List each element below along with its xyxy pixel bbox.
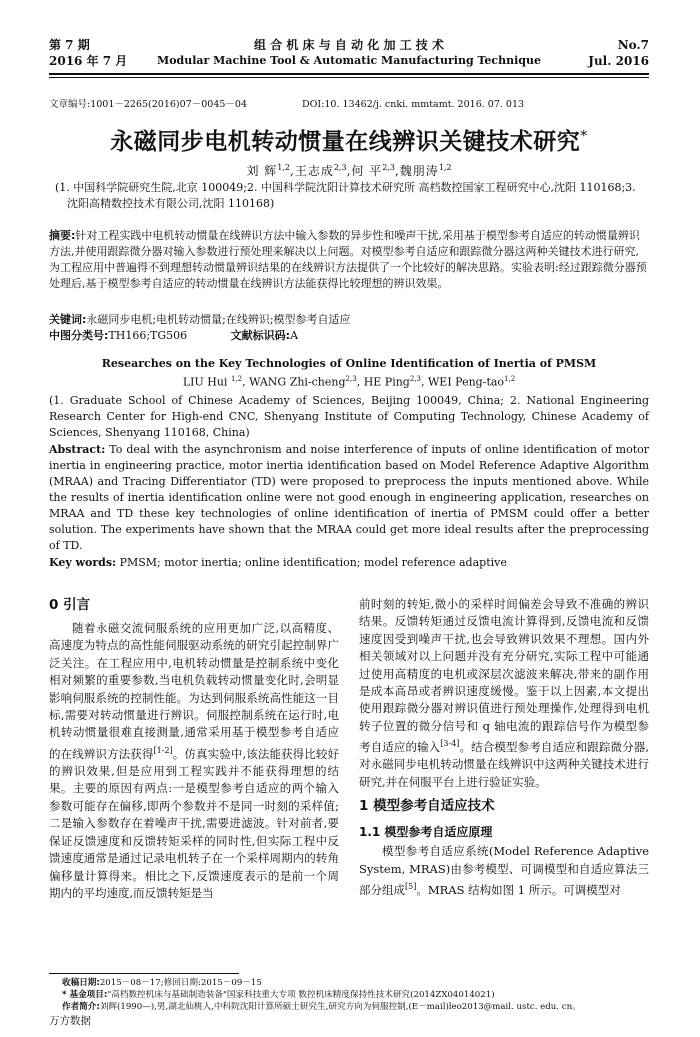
author-en: WANG Zhi-cheng: [249, 375, 346, 389]
author-en: HE Ping: [363, 375, 410, 389]
keywords-en-text: PMSM; motor inertia; online identification; model reference adaptive: [119, 556, 507, 569]
affiliation-cn: (1. 中国科学院研究生院,北京 100049;2. 中国科学院沈阳计算技术研究所 高档数控国家工程研究中心,沈阳 110168;3. 沈阳高精数控技术有限公司,沈阳 110168): [55, 181, 636, 210]
article-number: 文章编号:1001－2265(2016)07－0045－04: [49, 99, 247, 110]
footnote-rule: [49, 973, 239, 974]
author-sup: 2,3: [333, 163, 347, 172]
author-cn: 王志成: [294, 164, 334, 178]
footnote-author: [62, 1001, 652, 1013]
right-text-b: 。结合模型参考自适应和跟踪微分器,对永磁同步电机转动惯量在线辨识中这两种关键技术进行研究,并在伺服平台上进行验证实验。: [359, 740, 650, 789]
journal-en: Modular Machine Tool & Automatic Manufacturing Technique: [157, 54, 541, 67]
section-heading-intro: 0 引言: [49, 597, 91, 613]
doc-code-label: 文献标识码:: [230, 329, 291, 342]
keywords-en: [49, 555, 649, 571]
body-column-left: [49, 590, 339, 902]
year-cn: 2016 年 7 月: [49, 54, 128, 68]
date-en: Jul. 2016: [588, 54, 649, 68]
abstract-en-label: Abstract:: [49, 443, 106, 456]
received-dates: 2015－08－17;修回日期:2015－09－15: [99, 978, 262, 988]
abstract-en-text: To deal with the asynchronism and noise interference of inputs of online identification of motor inertia in engineering practice, motor inertia identification based on Model Reference Adaptive Algorithm (MRAA) and Tracing Differentiator (TD) were proposed to preprocess the inputs mentioned above. While the results of inertia identification online were not good enough in engineering application, researches on MRAA and TD these key technologies of online identification of inertia of PMSM could offer a better solution. The experiments have shown that the MRAA could get more ideal results after the preprocessing of TD.: [49, 443, 650, 552]
author-en: WEI Peng-tao: [428, 375, 505, 389]
author-cn: 魏朋涛: [399, 164, 439, 178]
cls-label: 中图分类号:: [49, 329, 109, 342]
paragraph: [359, 596, 649, 791]
keywords-cn: [49, 312, 649, 328]
author-sup: 1,2: [504, 375, 516, 383]
running-header: [49, 37, 649, 85]
affiliation-en: (1. Graduate School of Chinese Academy of Sciences, Beijing 100049, China; 2. National Engineering Research Center for High-end CNC, Shenyang Institute of Computing Technology, Chinese Academy of Sciences, Shenyang 110168, China): [49, 394, 649, 439]
body-column-right: [359, 596, 649, 899]
classification-line: [49, 328, 649, 344]
authors-en: LIU Hui $^{1,2}$, WANG Zhi-cheng$^{2,3}$, HE Ping$^{2,3}$, WEI Peng-tao$^{1,2}$: [182, 375, 516, 389]
author-en: LIU Hui: [182, 375, 228, 389]
keywords-en-label: Key words:: [49, 556, 117, 569]
fund-text: "高档数控机床与基础制造装备"国家科技重大专项 数控机床精度保持性技术研究(2014ZX04014021): [107, 990, 495, 1000]
abstract-cn-label: 摘要:: [49, 229, 76, 242]
abstract-en: [49, 442, 649, 554]
paragraph: [49, 620, 339, 902]
author-sup: 1,2: [277, 163, 290, 172]
cls-value: TH166;TG506: [108, 329, 188, 342]
watermark-text: 万方数据: [49, 1015, 91, 1027]
intro-text-a: 随着永磁交流伺服系统的应用更加广泛,以高精度、高速度为特点的高性能伺服驱动系统的研究引起控制界广泛关注。在工程应用中,电机转动惯量是控制系统中变化相对频繁的重要参数,当电机负载转动惯量变化时,会明显影响伺服系统的控制性能。为达到伺服系统高性能这一目标,需要对转动惯量进行辨识。伺服控制系统在运行时,电机转动惯量很难直接测量,通常采用基于模型参考自适应的在线辨识方法获得: [49, 621, 339, 761]
header-rule: [49, 73, 649, 75]
keywords-cn-label: 关键词:: [49, 313, 87, 326]
author-cn: 刘 辉: [246, 164, 278, 178]
author-cn: 何 平: [351, 164, 383, 178]
citation: [3-4]: [440, 739, 460, 749]
section-heading-1: 1 模型参考自适应技术: [359, 798, 495, 815]
keywords-cn-text: 永磁同步电机;电机转动惯量;在线辨识;模型参考自适应: [86, 313, 351, 326]
received-label: 收稿日期:: [62, 978, 100, 988]
author-sup: 1,2: [230, 375, 243, 383]
fund-label: * 基金项目:: [62, 990, 108, 1000]
right-text-a: 前时刻的转矩,微小的采样时间偏差会导致不准确的辨识结果。反馈转矩通过反馈电流计算得到,反馈电流和反馈速度因受到噪声干扰,也会导致辨识效果不理想。国内外相关领域对以上问题并没有充分研究,实际工程中可能通过使用高精度的电机或深层次滤波来解决,带来的副作用是成本高昂或者辨识速度缓慢。鉴于以上因素,本文提出使用跟踪微分器对辨识值进行预处理操作,处理得到电机转子位置的微分信号和 q 轴电流的跟踪信号作为模型参考自适应的输入: [359, 597, 649, 755]
author-bio-label: 作者简介:: [62, 1002, 100, 1012]
citation: [1-2]: [153, 745, 173, 755]
page-title: [49, 123, 649, 156]
abstract-cn: [49, 228, 649, 292]
header-rule-thin: [49, 77, 649, 78]
title-footnote-mark: *: [580, 128, 588, 145]
author-sup: 1,2: [438, 163, 452, 172]
author-sup: 2,3: [382, 163, 395, 172]
authors-cn: 刘 辉$^{1,2}$,王志成$^{2,3}$,何 平$^{2,3}$,魏朋涛$^{1,2}$: [246, 163, 452, 178]
title-en: Researches on the Key Technologies of Online Identification of Inertia of PMSM: [101, 357, 597, 370]
footnotes: [62, 977, 652, 1013]
abstract-cn-text: 针对工程实践中电机转动惯量在线辨识方法中输入参数的异步性和噪声干扰,采用基于模型参考自适应的转动惯量辨识方法,并使用跟踪微分器对输入参数进行预处理来解决以上问题。对模型参考自适应和跟踪微分器这两种关键技术进行研究,为工程应用中普遍得不到理想转动惯量辨识结果的在线辨识方法提供了一个比较好的解决思路。实验表明:经过跟踪微分器预处理后,基于模型参考自适应的转动惯量在线辨识方法能获得比较理想的辨识效果。: [49, 229, 647, 290]
header-center: [49, 37, 649, 69]
article-number-line: [49, 96, 649, 110]
header-right: [588, 37, 649, 69]
issue-cn: 第 7 期: [49, 38, 90, 52]
sec11-text-b: 。MRAS 结构如图 1 所示。可调模型对: [416, 882, 621, 897]
title-cn: 永磁同步电机转动惯量在线辨识关键技术研究: [110, 128, 581, 155]
citation: [5]: [405, 882, 417, 892]
doc-code-value: A: [290, 329, 299, 342]
journal-cn: 组 合 机 床 与 自 动 化 加 工 技 术: [254, 38, 444, 52]
author-sup: 2,3: [409, 375, 421, 383]
issue-en: No.7: [617, 38, 649, 52]
intro-text-b: 。仿真实验中,该法能获得比较好的辨识效果,但是应用到工程实践并不能获得理想的结果。主要的原因有两点:一是模型参考自适应的两个输入参数可能存在偏移,即两个参数并不是同一时刻的采样值;二是输入参数存在着噪声干扰,需要进滤波。针对前者,要保证反馈速度和反馈转矩采样的同时性,但实际工程中反馈速度通常是通过记录电机转子在一个采样周期内的转角偏移量计算得来。相比之下,反馈速度表示的是前一个周期内的平均速度,而反馈转矩是当: [49, 746, 340, 900]
author-sup: 2,3: [345, 375, 357, 383]
footnote-fund: [62, 989, 652, 1001]
sec11-text-a: 模型参考自适应系统(Model Reference Adaptive System, MRAS)由参考模型、可调模型和自适应算法三部分组成: [359, 844, 649, 897]
author-bio-text: 刘辉(1990—),男,湖北仙桃人,中科院沈阳计算所硕士研究生,研究方向为伺服控制,(E－mail)leo2013@mail. ustc. edu. cn。: [99, 1002, 581, 1012]
footnote-received: [62, 977, 652, 989]
subsection-heading-1-1: 1.1 模型参考自适应原理: [359, 825, 493, 840]
paragraph: [359, 843, 649, 899]
doi: DOI:10. 13462/j. cnki. mmtamt. 2016. 07. 013: [302, 99, 525, 110]
